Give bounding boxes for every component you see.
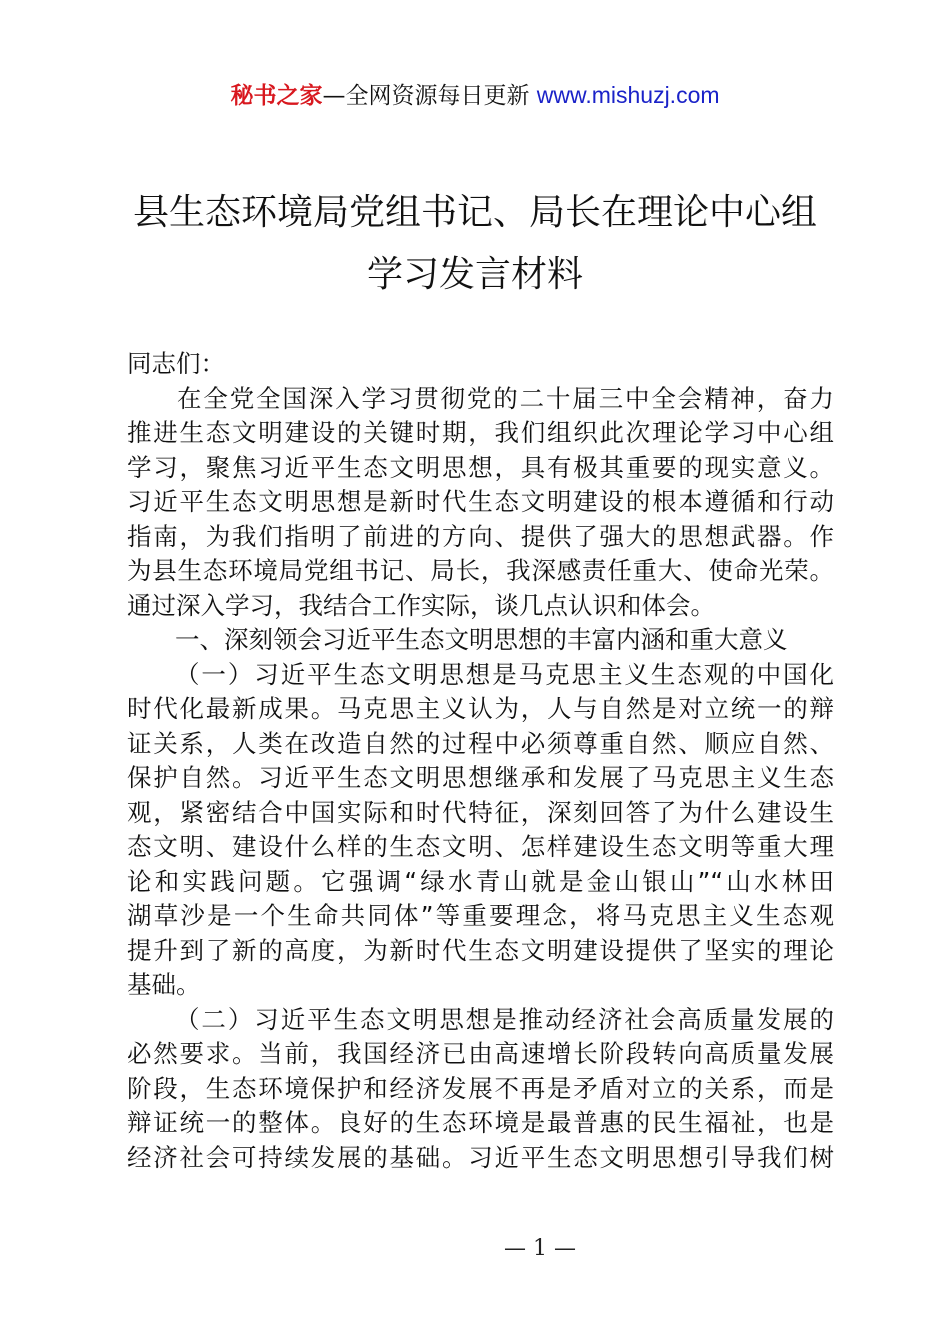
body-line: 经济社会可持续发展的基础。习近平生态文明思想引导我们树 <box>127 1142 834 1172</box>
subsection-heading-line: （一）习近平生态文明思想是马克思主义生态观的中国化 <box>175 659 834 689</box>
body-line: 时代化最新成果。马克思主义认为，人与自然是对立统一的辩 <box>127 694 834 723</box>
site-header <box>0 78 950 113</box>
body-line: 习近平生态文明思想是新时代生态文明建设的根本遵循和行动 <box>127 487 834 516</box>
body-line: 在全党全国深入学习贯彻党的二十届三中全会精神，奋力 <box>177 383 834 413</box>
body-line: 阶段，生态环境保护和经济发展不再是矛盾对立的关系，而是 <box>127 1073 834 1103</box>
body-line: 为县生态环境局党组书记、局长，我深感责任重大、使命光荣。 <box>127 556 834 585</box>
body-line: 基础。 <box>127 970 201 999</box>
document-title-line-1: 县生态环境局党组书记、局长在理论中心组 <box>132 192 817 233</box>
body-line: 推进生态文明建设的关键时期，我们组织此次理论学习中心组 <box>127 418 834 447</box>
page-number: — 1 — <box>504 1236 576 1261</box>
site-url-link[interactable]: www.mishuzj.com <box>536 82 720 108</box>
document-body <box>127 347 834 1175</box>
body-line: 观，紧密结合中国实际和时代特征，深刻回答了为什么建设生 <box>127 797 834 827</box>
body-line: 提升到了新的高度，为新时代生态文明建设提供了坚实的理论 <box>127 935 834 965</box>
salutation: 同志们： <box>127 349 225 378</box>
body-line: 论和实践问题。它强调“绿水青山就是金山银山”“山水林田 <box>127 866 834 896</box>
body-line: 学习，聚焦习近平生态文明思想，具有极其重要的现实意义。 <box>127 452 834 482</box>
site-slogan: —全网资源每日更新 <box>322 83 537 109</box>
body-line: 保护自然。习近平生态文明思想继承和发展了马克思主义生态 <box>127 763 834 792</box>
body-line: 通过深入学习，我结合工作实际，谈几点认识和体会。 <box>127 590 715 620</box>
body-line: 态文明、建设什么样的生态文明、怎样建设生态文明等重大理 <box>127 832 834 861</box>
site-brand: 秘书之家 <box>230 83 323 109</box>
body-line: 湖草沙是一个生命共同体”等重要理念，将马克思主义生态观 <box>127 901 834 930</box>
subsection-heading-line: （二）习近平生态文明思想是推动经济社会高质量发展的 <box>175 1004 834 1034</box>
body-line: 指南，为我们指明了前进的方向、提供了强大的思想武器。作 <box>127 521 834 551</box>
body-line: 证关系，人类在改造自然的过程中必须尊重自然、顺应自然、 <box>127 728 834 758</box>
body-line: 必然要求。当前，我国经济已由高速增长阶段转向高质量发展 <box>127 1039 834 1068</box>
section-heading: 一、深刻领会习近平生态文明思想的丰富内涵和重大意义 <box>175 625 788 654</box>
body-line: 辩证统一的整体。良好的生态环境是最普惠的民生福祉，也是 <box>127 1108 834 1137</box>
document-title-line-2: 学习发言材料 <box>366 254 583 295</box>
